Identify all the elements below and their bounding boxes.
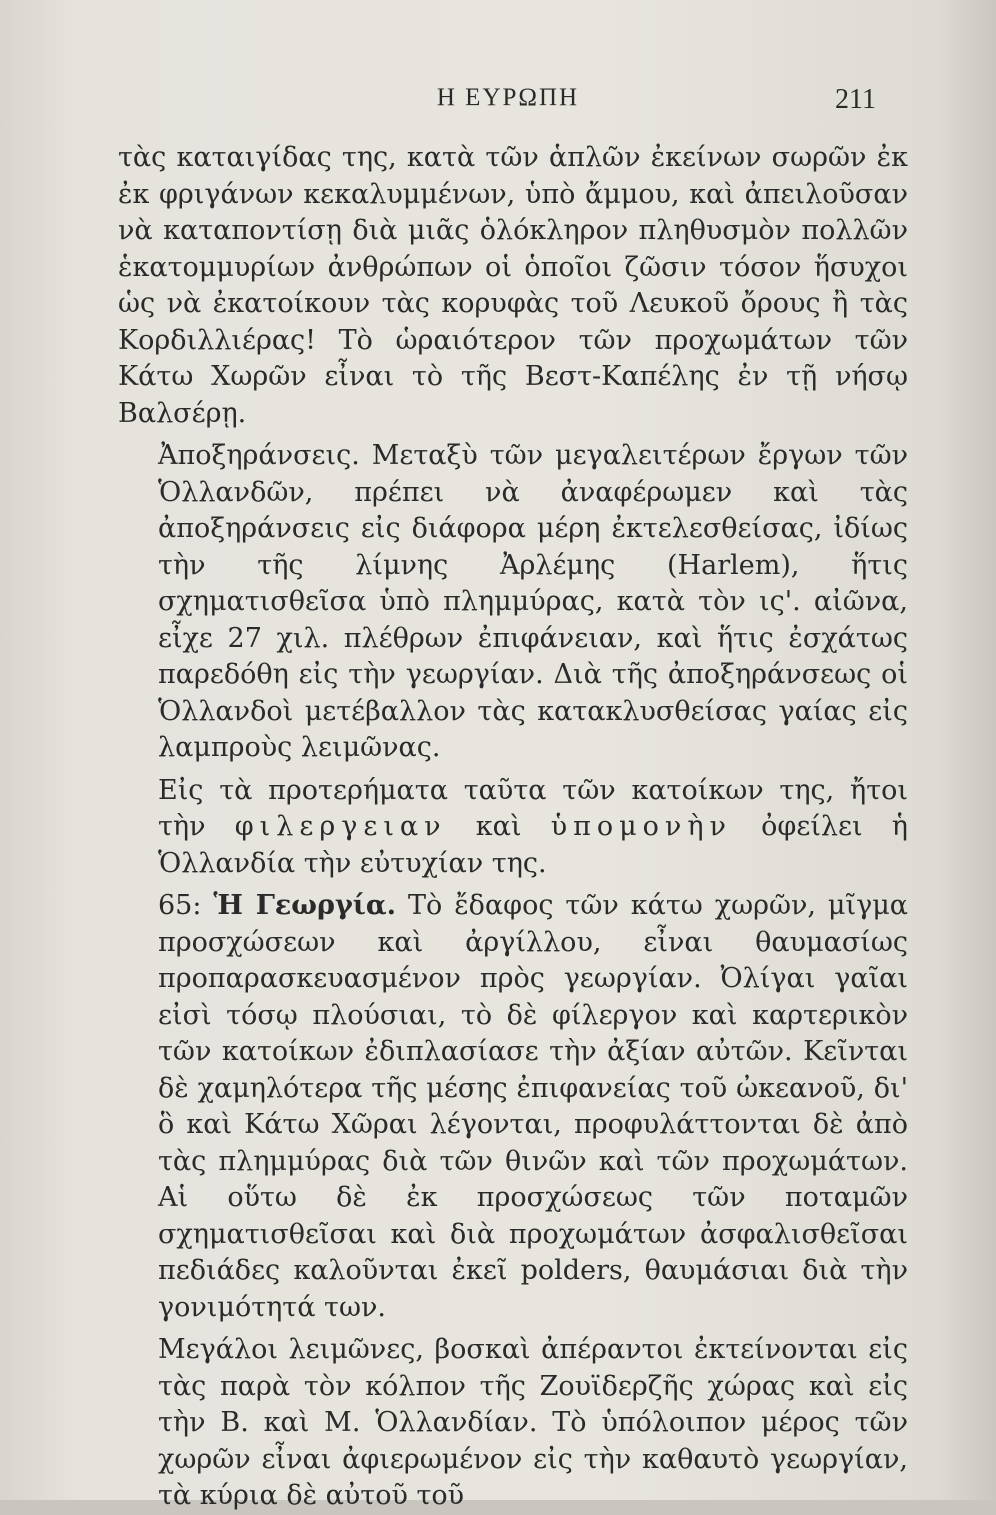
page-body [118, 140, 908, 1515]
section-number: 65: [158, 890, 202, 921]
emphasis-word-1: φιλεργειαν [234, 811, 447, 842]
section-heading: Ἡ Γεωργία. [213, 890, 397, 921]
section-65-text: Τὸ ἔδαφος τῶν κάτω χωρῶν, μῖγμα προσχώσεων καὶ ἀργίλλου, εἶναι θαυμασίως προπαρασκευασμένον πρὸς γεωργίαν. Ὀλίγαι γαῖαι εἰσὶ τόσῳ πλούσιαι, τὸ δὲ φίλεργον καὶ καρτερικὸν τῶν κατοίκων ἐδιπλασίασε τὴν ἀξίαν αὐτῶν. Κεῖνται δὲ χαμηλότερα τῆς μέσης ἐπιφανείας τοῦ ὠκεανοῦ, δι' ὃ καὶ Κάτω Χῶραι λέγονται, προφυλάττονται δὲ ἀπὸ τὰς πλημμύρας διὰ τῶν θινῶν καὶ τῶν προχωμάτων. Αἱ οὕτω δὲ ἐκ προσχώσεως τῶν ποταμῶν σχηματισθεῖσαι καὶ διὰ προχωμάτων ἀσφαλισθεῖσαι πεδιάδες καλοῦνται ἐκεῖ polders, θαυμάσιαι διὰ τὴν γονιμότητά των. [158, 890, 908, 1323]
paragraph-3-text-before: Εἰς τὰ προτερήματα ταῦτα τῶν κατοίκων της, ἤτοι τὴν [158, 774, 908, 842]
paragraph-2: Ἀποξηράνσεις. Μεταξὺ τῶν μεγαλειτέρων ἔργων τῶν Ὁλλανδῶν, πρέπει νὰ ἀναφέρωμεν καὶ τὰς ἀποξηράνσεις εἰς διάφορα μέρη ἐκτελεσθείσας, ἰδίως τὴν τῆς λίμνης Ἀρλέμης (Harlem), ἥτις σχηματισθεῖσα ὑπὸ πλημμύρας, κατὰ τὸν ις'. αἰῶνα, εἶχε 27 χιλ. πλέθρων ἐπιφάνειαν, καὶ ἥτις ἐσχάτως παρεδόθη εἰς τὴν γεωργίαν. Διὰ τῆς ἀποξηράνσεως οἱ Ὁλλανδοὶ μετέβαλλον τὰς κατακλυσθείσας γαίας εἰς λαμπροὺς λειμῶνας. [158, 440, 908, 763]
paragraph-1: τὰς καταιγίδας της, κατὰ τῶν ἁπλῶν ἐκείνων σωρῶν ἐκ ἐκ φριγάνων κεκαλυμμένων, ὑπὸ ἄμμου, καὶ ἀπειλοῦσαν νὰ καταποντίσῃ διὰ μιᾶς ὁλόκληρον πληθυσμὸν πολλῶν ἑκατομμυρίων ἀνθρώπων οἱ ὁποῖοι ζῶσιν τόσον ἥσυχοι ὡς νὰ ἐκατοίκουν τὰς κορυφὰς τοῦ Λευκοῦ ὄρους ἢ τὰς Κορδιλλιέρας! Τὸ ὡραιότερον τῶν προχωμάτων τῶν Κάτω Χωρῶν εἶναι τὸ τῆς Βεστ-Καπέλης ἐν τῇ νήσῳ Βαλσέρῃ. [118, 142, 908, 429]
emphasis-word-2: ὑπομονὴν [550, 811, 732, 842]
paragraph-3-text-mid: καὶ [475, 811, 522, 842]
section-65 [118, 888, 908, 1326]
page-header [140, 84, 876, 124]
paragraph-3-text-after: ὀφείλει ἡ Ὁλλανδία τὴν εὐτυχίαν της. [158, 811, 908, 879]
page-number: 211 [835, 84, 876, 115]
running-title: Η ΕΥΡΩΠΗ [436, 84, 580, 111]
paragraph-3 [118, 773, 908, 883]
paragraph-5: Μεγάλοι λειμῶνες, βοσκαὶ ἀπέραντοι ἐκτείνονται εἰς τὰς παρὰ τὸν κόλπον τῆς Ζουϊδερζῆς χώρας καὶ εἰς τὴν Β. καὶ Μ. Ὁλλανδίαν. Τὸ ὑπόλοιπον μέρος τῶν χωρῶν εἶναι ἀφιερωμένον εἰς τὴν καθαυτὸ γεωργίαν, τὰ κύρια δὲ αὐτοῦ τοῦ [158, 1334, 908, 1511]
